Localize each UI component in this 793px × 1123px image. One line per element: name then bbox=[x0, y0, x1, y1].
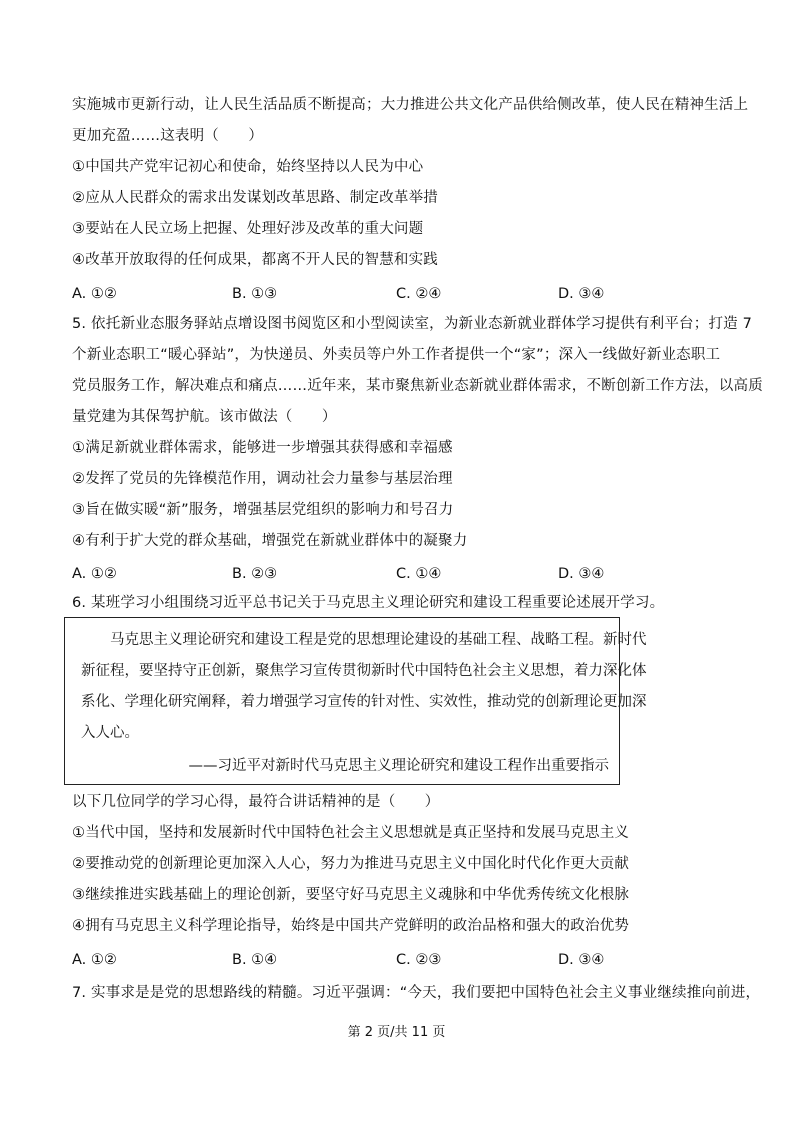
q4-option-b: B. ①③ bbox=[232, 286, 278, 302]
q6-item-3: ③继续推进实践基础上的理论创新，要坚守好马克思主义魂脉和中华优秀传统文化根脉 bbox=[72, 887, 630, 903]
q5-option-a: A. ①② bbox=[72, 566, 117, 582]
q4-stem-line-1: 实施城市更新行动，让人民生活品质不断提高；大力推进公共文化产品供给侧改革，使人民在精神生活上 bbox=[72, 97, 749, 113]
q5-item-1: ①满足新就业群体需求，能够进一步增强其获得感和幸福感 bbox=[72, 440, 453, 456]
quote-line-2: 新征程，要坚持守正创新，聚焦学习宣传贯彻新时代中国特色社会主义思想，着力深化体 bbox=[81, 663, 647, 679]
quote-line-1: 马克思主义理论研究和建设工程是党的思想理论建设的基础工程、战略工程。新时代 bbox=[81, 632, 647, 648]
q4-option-a: A. ①② bbox=[72, 286, 117, 302]
q4-item-3: ③要站在人民立场上把握、处理好涉及改革的重大问题 bbox=[72, 221, 424, 237]
q6-item-2: ②要推动党的创新理论更加深入人心，努力为推进马克思主义中国化时代化作更大贡献 bbox=[72, 856, 630, 872]
q6-option-c: C. ②③ bbox=[396, 952, 442, 968]
q6-option-a: A. ①② bbox=[72, 952, 117, 968]
q6-option-d: D. ③④ bbox=[558, 952, 605, 968]
q5-stem-line-1: 5. 依托新业态服务驿站点增设图书阅览区和小型阅读室，为新业态新就业群体学习提供有利平台；打造 7 bbox=[72, 316, 753, 332]
q5-stem-line-4: 量党建为其保驾护航。该市做法（ ） bbox=[72, 409, 337, 425]
q7-stem-line-1: 7. 实事求是是党的思想路线的精髓。习近平强调：“今天，我们要把中国特色社会主义事业继续推向前进， bbox=[72, 985, 761, 1001]
q6-question: 以下几位同学的学习心得，最符合讲话精神的是（ ） bbox=[72, 794, 440, 810]
page-footer: 第 2 页/共 11 页 bbox=[347, 1025, 446, 1040]
q4-item-4: ④改革开放取得的任何成果，都离不开人民的智慧和实践 bbox=[72, 252, 438, 268]
q6-options bbox=[72, 950, 722, 970]
q5-option-b: B. ②③ bbox=[232, 566, 278, 582]
q5-stem-line-2: 个新业态职工“暖心驿站”，为快递员、外卖员等户外工作者提供一个“家”；深入一线做好新业态职工 bbox=[72, 347, 721, 363]
q6-stem: 6. 某班学习小组围绕习近平总书记关于马克思主义理论研究和建设工程重要论述展开学习。 bbox=[72, 595, 665, 611]
quote-source: ——习近平对新时代马克思主义理论研究和建设工程作出重要指示 bbox=[188, 758, 609, 774]
q4-option-c: C. ②④ bbox=[396, 286, 442, 302]
q4-stem-line-2: 更加充盈……这表明（ ） bbox=[72, 128, 264, 144]
q5-item-3: ③旨在做实暖“新”服务，增强基层党组织的影响力和号召力 bbox=[72, 502, 454, 518]
q5-option-d: D. ③④ bbox=[558, 566, 605, 582]
q5-item-2: ②发挥了党员的先锋模范作用，调动社会力量参与基层治理 bbox=[72, 471, 453, 487]
q5-option-c: C. ①④ bbox=[396, 566, 442, 582]
q4-option-d: D. ③④ bbox=[558, 286, 605, 302]
q6-option-b: B. ①④ bbox=[232, 952, 278, 968]
q6-item-4: ④拥有马克思主义科学理论指导，始终是中国共产党鲜明的政治品格和强大的政治优势 bbox=[72, 918, 630, 934]
quote-line-4: 入人心。 bbox=[81, 725, 139, 741]
q5-options bbox=[72, 564, 722, 584]
q4-item-1: ①中国共产党牢记初心和使命，始终坚持以人民为中心 bbox=[72, 159, 424, 175]
quote-line-3: 系化、学理化研究阐释，着力增强学习宣传的针对性、实效性，推动党的创新理论更加深 bbox=[81, 694, 647, 710]
quote-box bbox=[64, 617, 647, 785]
q4-item-2: ②应从人民群众的需求出发谋划改革思路、制定改革举措 bbox=[72, 190, 438, 206]
q6-item-1: ①当代中国，坚持和发展新时代中国特色社会主义思想就是真正坚持和发展马克思主义 bbox=[72, 825, 630, 841]
q5-item-4: ④有利于扩大党的群众基础，增强党在新就业群体中的凝聚力 bbox=[72, 533, 468, 549]
q5-stem-line-3: 党员服务工作，解决难点和痛点……近年来，某市聚焦新业态新就业群体需求，不断创新工作方法，以高质 bbox=[72, 378, 763, 394]
q4-options bbox=[72, 284, 722, 304]
